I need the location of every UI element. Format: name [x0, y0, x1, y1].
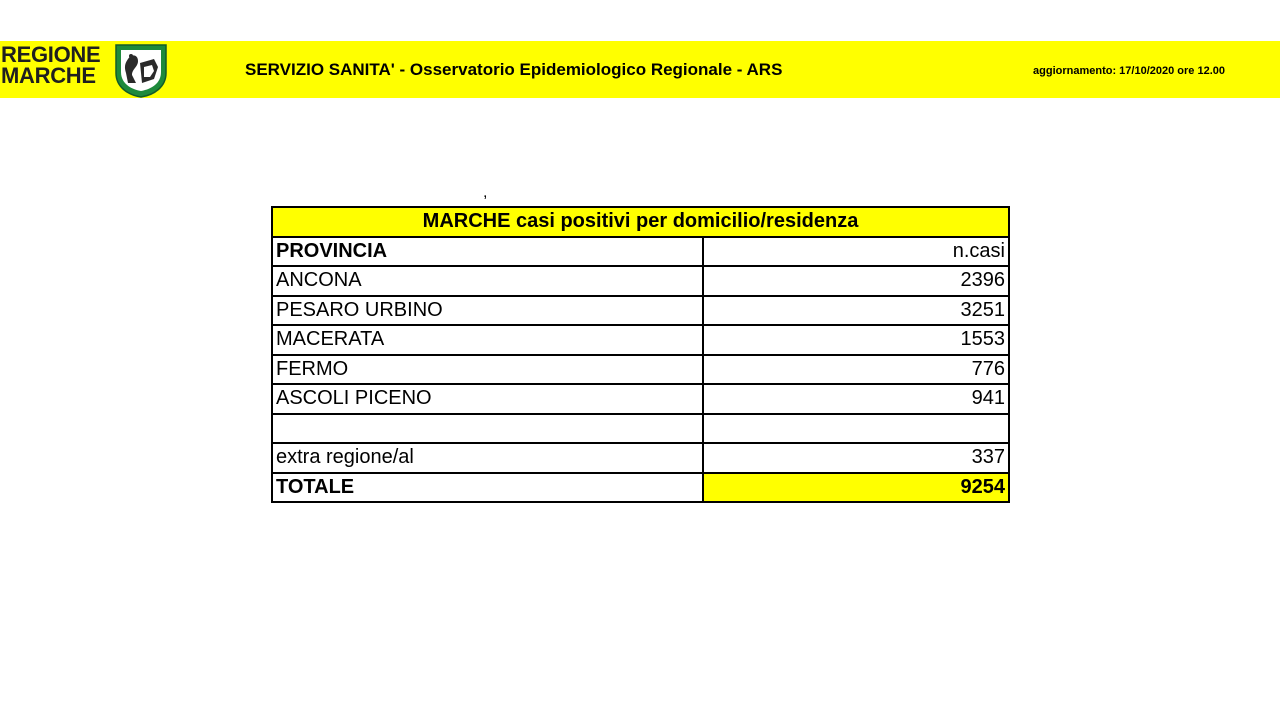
stray-comma-mark: ,	[483, 184, 488, 201]
table-title-row	[272, 207, 1009, 237]
case-count: 1553	[703, 325, 1009, 355]
logo-line-1: REGIONE	[1, 42, 101, 67]
column-header-n-casi: n.casi	[703, 237, 1009, 267]
province-name: extra regione/al	[272, 443, 703, 473]
case-count: 941	[703, 384, 1009, 414]
province-name: PESARO URBINO	[272, 296, 703, 326]
case-count: 3251	[703, 296, 1009, 326]
logo-line-2: MARCHE	[1, 63, 96, 88]
table-row	[272, 355, 1009, 385]
total-label: TOTALE	[272, 473, 703, 503]
table-row	[272, 384, 1009, 414]
province-name: FERMO	[272, 355, 703, 385]
province-name: ASCOLI PICENO	[272, 384, 703, 414]
case-count	[703, 414, 1009, 444]
table-header-row	[272, 237, 1009, 267]
table-row-empty	[272, 414, 1009, 444]
province-name	[272, 414, 703, 444]
case-count: 337	[703, 443, 1009, 473]
update-timestamp: aggiornamento: 17/10/2020 ore 12.00	[1033, 65, 1225, 77]
table-row	[272, 296, 1009, 326]
case-count: 776	[703, 355, 1009, 385]
total-value: 9254	[703, 473, 1009, 503]
table-row	[272, 266, 1009, 296]
header-band	[0, 41, 1280, 98]
table-row	[272, 325, 1009, 355]
total-row	[272, 473, 1009, 503]
province-name: ANCONA	[272, 266, 703, 296]
table-title: MARCHE casi positivi per domicilio/residenza	[272, 207, 1009, 237]
province-name: MACERATA	[272, 325, 703, 355]
regione-marche-shield-icon	[114, 43, 168, 98]
case-count: 2396	[703, 266, 1009, 296]
cases-table	[271, 206, 1010, 503]
table-row	[272, 443, 1009, 473]
logo-wordmark	[1, 44, 100, 86]
column-header-provincia: PROVINCIA	[272, 237, 703, 267]
header-title: SERVIZIO SANITA' - Osservatorio Epidemiologico Regionale - ARS	[245, 60, 783, 79]
